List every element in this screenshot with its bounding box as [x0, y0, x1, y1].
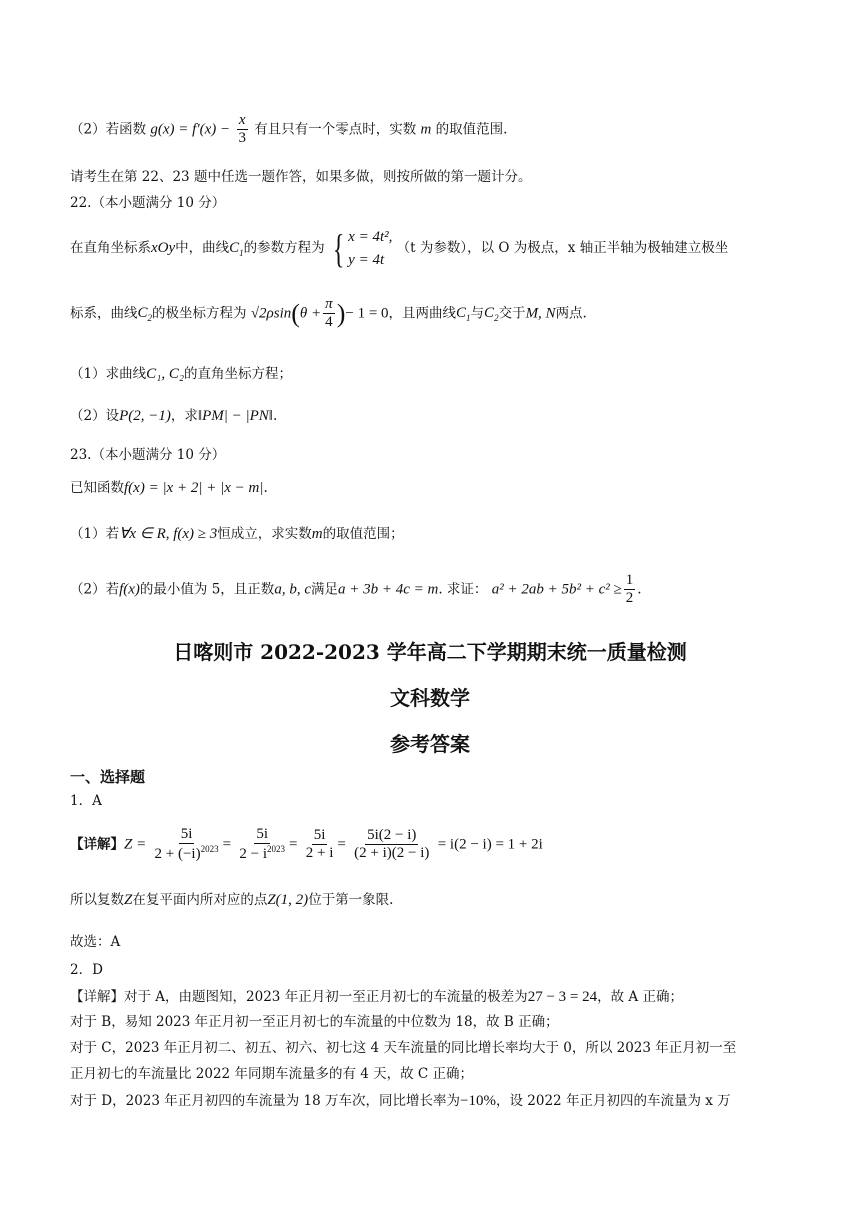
coord-system: xOy	[151, 240, 176, 256]
q22-l2-a: 标系，曲线	[70, 305, 138, 322]
q22-part1: （1）求曲线C₁, C₂的直角坐标方程；	[70, 366, 293, 382]
answer-subject: 文科数学	[390, 686, 470, 710]
answer-heading: 参考答案	[390, 732, 470, 756]
param-eq-x: x = 4t²,	[348, 229, 393, 245]
abs-expr: ‖PM| − |PN‖	[197, 408, 273, 424]
q22-l2-b: 的极坐标方程为	[152, 305, 247, 322]
answer-1-detail: 【详解】Z = $\frac{5i}{2 + (-i)^{2023}}$ = $\frac{5i}{2 - i^{2023}}$ = $\frac{5i}{2 + i}$ = $\frac{5i(2 - i)}{(2 + i)(2 - i)}$ = i(2 − i) = 1 + 2i	[70, 826, 543, 863]
q22-l2-e: 交于	[498, 305, 526, 322]
answer-1-choice: 故选：A	[70, 934, 121, 950]
q21-part2-suffix: 有且只有一个零点时，实数	[254, 121, 417, 138]
q21-frac-num: x	[237, 112, 248, 130]
q22-line1	[70, 226, 794, 271]
growth-rate: −10%	[460, 1093, 496, 1109]
polar-eq-theta: θ +	[299, 305, 322, 322]
q22-text-b: 中，曲线	[175, 240, 230, 256]
answer-1-label: 1．A	[70, 793, 102, 809]
frac-2: $\frac{5i}{2 - i^{2023}}$	[239, 826, 285, 863]
q23-f: f(x)	[119, 581, 140, 598]
q23-half: $\frac{1}{2}$	[625, 572, 634, 607]
section-choice: 一、选择题	[70, 768, 146, 786]
q22-l2-c: ，且两曲线	[388, 305, 457, 322]
q23-part1: （1）若∀x ∈ R, f(x) ≥ 3恒成立，求实数m的取值范围；	[70, 526, 404, 542]
param-eq-y: y = 4t	[348, 251, 385, 268]
polar-frac: $\frac{\pi}{4}$	[325, 296, 333, 331]
q22-part2: （2）设P(2, −1)，求‖PM| − |PN‖.	[70, 408, 278, 424]
curves-c1c2: C₁, C₂	[146, 366, 185, 382]
detail-tag: 【详解】	[70, 836, 124, 853]
q23-inequality: a² + 2ab + 5b² + c² ≥	[491, 581, 622, 598]
choice-instruction: 请考生在第 22、23 题中任选一题作答，如果多做，则按所做的第一题计分。	[70, 169, 532, 185]
a1-result: = i(2 − i) = 1 + 2i	[437, 836, 543, 853]
answer-2-line4: 正月初七的车流量比 2022 年同期车流量多的有 4 天，故 C 正确；	[70, 1066, 474, 1082]
q23-part2: （2）若f(x)的最小值为 5，且正数a, b, c满足a + 3b + 4c = m. 求证： a² + 2ab + 5b² + c² ≥ $\frac{1}{2}$ .	[70, 572, 642, 607]
z-eq: Z =	[124, 836, 147, 853]
q23-function: f(x) = |x + 2| + |x − m|	[124, 480, 264, 496]
q21-part2-prefix: （2）若函数	[70, 121, 147, 138]
answer-title: 日喀则市 2022-2023 学年高二下学期期末统一质量检测	[173, 640, 687, 664]
answer-1-conclusion: 所以复数Z在复平面内所对应的点Z(1, 2)位于第一象限.	[70, 892, 394, 908]
q23-abc: a, b, c	[274, 581, 311, 598]
q22-heading: 22.（本小题满分 10 分）	[70, 195, 226, 211]
q22-text-d: （t 为参数），以 O 为极点，x 轴正半轴为极轴建立极坐	[396, 240, 729, 256]
answer-2-line5: 对于 D，2023 年正月初四的车流量为 18 万车次，同比增长率为−10%，设 2022 年正月初四的车流量为 x 万	[70, 1093, 731, 1109]
range-eq: 27 − 3 = 24	[527, 989, 598, 1005]
q22-line2: 标系，曲线$C_2$的极坐标方程为 √2ρsin(θ + $\frac{\pi}{4}$ )− 1 = 0，且两曲线$C_1$与$C_2$交于M, N两点.	[70, 296, 587, 331]
curve-c1: $C_1$	[229, 240, 244, 258]
q22-l2-f: 两点.	[555, 305, 587, 322]
frac-1: $\frac{5i}{2 + (-i)^{2023}}$	[154, 826, 219, 863]
answer-2-line3: 对于 C，2023 年正月初二、初五、初六、初七这 4 天车流量的同比增长率均大于 0，所以 2023 年正月初一至	[70, 1040, 737, 1056]
q21-part2-end: 的取值范围.	[435, 121, 508, 138]
q23-heading: 23.（本小题满分 10 分）	[70, 447, 226, 463]
q23-given: 已知函数f(x) = |x + 2| + |x − m|.	[70, 480, 268, 496]
curve-c2-ref: $C_2$	[484, 305, 499, 324]
q21-part2-func: g(x) = f′(x) −	[150, 121, 231, 138]
var-z: Z	[124, 892, 133, 908]
answer-2-label: 2．D	[70, 962, 103, 978]
answer-2-line1: 【详解】对于 A，由题图知，2023 年正月初一至正月初七的车流量的极差为27 − 3 = 24，故 A 正确；	[70, 989, 683, 1005]
param-system: { x = 4t², y = 4t	[332, 225, 393, 271]
q21-fraction	[236, 112, 248, 148]
q23-var-m: m	[311, 526, 323, 542]
polar-eq-a: √2ρsin	[250, 305, 292, 322]
points-mn: M, N	[525, 305, 556, 322]
q22-text-a: 在直角坐标系	[70, 240, 151, 256]
q22-l2-d: 与	[470, 305, 485, 322]
point-z: Z(1, 2)	[267, 892, 309, 908]
q21-frac-den: 3	[238, 130, 246, 147]
q23-constraint: a + 3b + 4c = m	[337, 581, 439, 598]
point-p: P(2, −1)	[119, 408, 171, 424]
polar-eq-b: − 1 = 0	[345, 305, 389, 322]
q21-part2	[70, 112, 794, 148]
answer-2-line2: 对于 B，易知 2023 年正月初一至正月初七的车流量的中位数为 18，故 B 正确；	[70, 1014, 559, 1030]
q21-var-m: m	[420, 121, 432, 138]
curve-c1-ref: $C_1$	[456, 305, 471, 324]
curve-c2: $C_2$	[137, 305, 153, 324]
frac-4: $\frac{5i(2 - i)}{(2 + i)(2 - i)}$	[354, 827, 430, 862]
q22-text-c: 的参数方程为	[243, 240, 325, 256]
frac-3: $\frac{5i}{2 + i}$	[305, 827, 334, 862]
q23-condition: ∀x ∈ R, f(x) ≥ 3	[119, 526, 218, 542]
